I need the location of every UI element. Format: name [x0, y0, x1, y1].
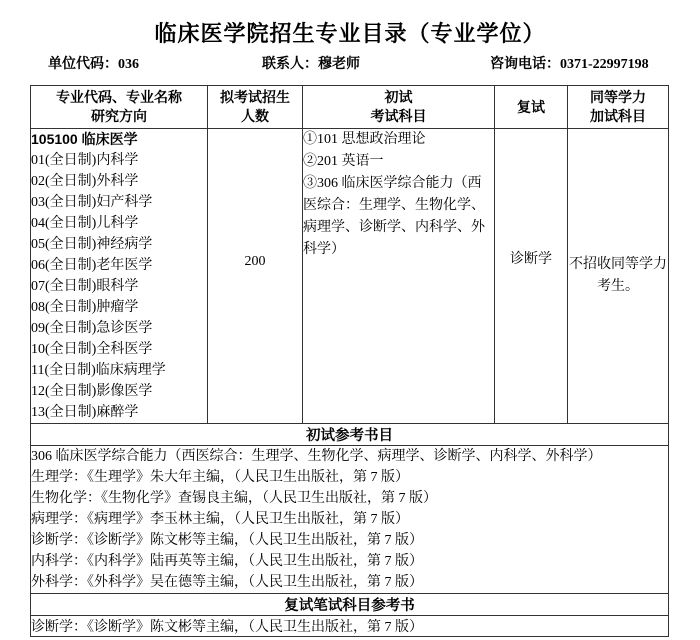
initial-ref-header-row — [31, 424, 669, 446]
reference-book: 内科学：《内科学》陆再英等主编，（人民卫生出版社，第 7 版） — [31, 554, 423, 569]
unit-code-value: 036 — [118, 57, 139, 72]
header-cell-enrollment — [208, 86, 303, 129]
header-enrollment-line2: 人数 — [241, 108, 269, 124]
initial-ref-books-cell — [31, 446, 669, 594]
contact-person — [262, 53, 360, 73]
exam-subject: ③306 临床医学综合能力（西医综合：生理学、生物化学、病理学、诊断学、内科学、外科学） — [303, 176, 485, 257]
enrollment-cell — [208, 129, 303, 424]
enrollment-value: 200 — [244, 254, 266, 269]
program-item: 13(全日制)麻醉学 — [31, 405, 139, 420]
unit-code-label: 单位代码： — [48, 55, 118, 71]
initial-ref-title: 初试参考书目 — [31, 424, 669, 446]
inquiry-phone — [490, 53, 649, 73]
program-item: 09(全日制)急诊医学 — [31, 321, 153, 336]
reference-book: 诊断学：《诊断学》陈文彬等主编，（人民卫生出版社，第 7 版） — [31, 533, 423, 548]
retest-ref-books-cell — [31, 616, 669, 637]
table-header-row — [31, 86, 669, 129]
phone-value: 0371-22997198 — [560, 57, 649, 72]
program-item: 03(全日制)妇产科学 — [31, 195, 153, 210]
program-item: 12(全日制)影像医学 — [31, 384, 153, 399]
reference-book: 病理学：《病理学》李玉林主编，（人民卫生出版社，第 7 版） — [31, 512, 409, 527]
phone-label: 咨询电话： — [490, 55, 560, 71]
reference-book: 外科学：《外科学》吴在德等主编，（人民卫生出版社，第 7 版） — [31, 575, 423, 590]
table-main-row — [31, 129, 669, 424]
header-equivalency-line2: 加试科目 — [590, 108, 646, 124]
header-cell-retest — [495, 86, 568, 129]
reference-book: 生物化学：《生物化学》查锡良主编，（人民卫生出版社，第 7 版） — [31, 491, 437, 506]
page-title: 临床医学院招生专业目录（专业学位） — [154, 21, 546, 46]
reference-book: 诊断学：《诊断学》陈文彬等主编，（人民卫生出版社，第 7 版） — [31, 620, 423, 635]
retest-subject-cell — [495, 129, 568, 424]
header-retest: 复试 — [517, 98, 545, 115]
reference-book: 306 临床医学综合能力（西医综合：生理学、生物化学、病理学、诊断学、内科学、外科学） — [31, 449, 602, 464]
equivalency-note: 不招收同等学力考生。 — [569, 257, 667, 294]
header-equivalency-line1: 同等学力 — [590, 89, 646, 105]
program-item: 02(全日制)外科学 — [31, 174, 139, 189]
header-cell-major-code — [31, 86, 208, 129]
header-major-code-line1: 专业代码、专业名称 — [56, 89, 182, 105]
programs-cell — [31, 129, 208, 424]
program-item: 11(全日制)临床病理学 — [31, 363, 166, 378]
header-enrollment-line1: 拟考试招生 — [220, 89, 290, 105]
reference-book: 生理学：《生理学》朱大年主编，（人民卫生出版社，第 7 版） — [31, 470, 409, 485]
header-major-code-line2: 研究方向 — [91, 108, 147, 124]
retest-ref-header-row — [31, 594, 669, 616]
exam-subject: ②201 英语一 — [303, 154, 384, 169]
catalog-table — [30, 85, 669, 637]
contact-value: 穆老师 — [318, 55, 360, 71]
retest-subject-value: 诊断学 — [510, 252, 552, 267]
retest-ref-books-row — [31, 616, 669, 637]
exam-subject: ①101 思想政治理论 — [303, 132, 426, 147]
program-item: 01(全日制)内科学 — [31, 153, 139, 168]
program-item: 05(全日制)神经病学 — [31, 237, 153, 252]
contact-label: 联系人： — [262, 55, 318, 71]
retest-ref-title: 复试笔试科目参考书 — [31, 594, 669, 616]
program-item: 06(全日制)老年医学 — [31, 258, 153, 273]
program-item: 08(全日制)肿瘤学 — [31, 300, 139, 315]
unit-code — [48, 53, 139, 73]
header-cell-equivalency — [568, 86, 669, 129]
header-cell-initial-exam — [303, 86, 495, 129]
header-initial-exam-line1: 初试 — [384, 89, 413, 105]
program-item: 10(全日制)全科医学 — [31, 342, 153, 357]
program-item: 04(全日制)儿科学 — [31, 216, 139, 231]
header-initial-exam-line2: 考试科目 — [370, 108, 427, 124]
program-group-title: 105100 临床医学 — [31, 131, 138, 147]
program-item: 07(全日制)眼科学 — [31, 279, 139, 294]
initial-exam-subjects-cell — [303, 129, 495, 424]
initial-ref-books-row — [31, 446, 669, 594]
equivalency-note-cell — [568, 129, 669, 424]
